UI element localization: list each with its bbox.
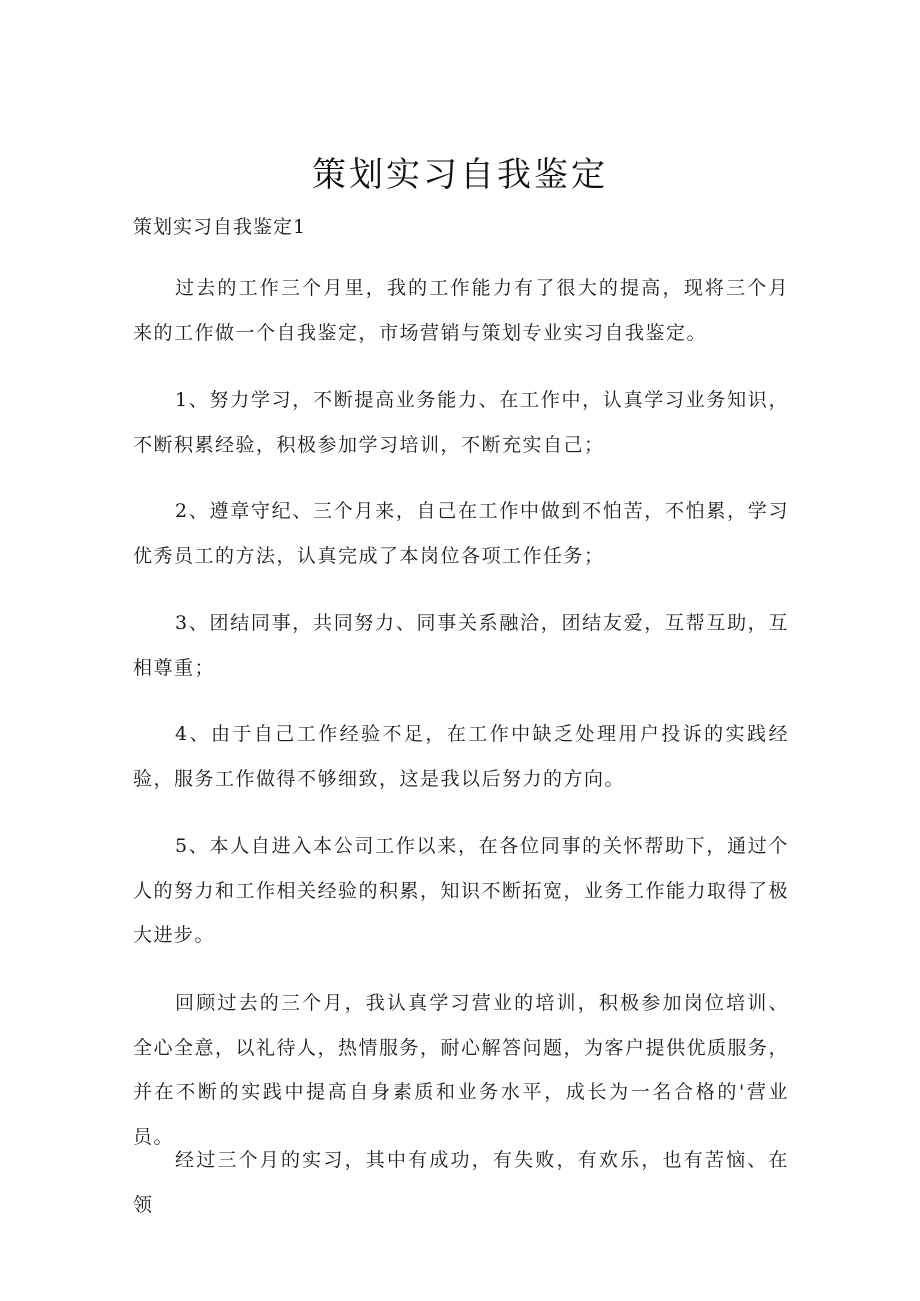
paragraph-review: 回顾过去的三个月，我认真学习营业的培训，积极参加岗位培训、全心全意，以礼待人，热情服务，耐心解答问题，为客户提供优质服务，并在不断的实践中提高自身素质和业务水平，成长为一名合格的'营业员。	[133, 992, 790, 1148]
document-title: 策划实习自我鉴定	[312, 155, 608, 195]
paragraph-item-2: 2、遵章守纪、三个月来，自己在工作中做到不怕苦，不怕累，学习优秀员工的方法，认真完成了本岗位各项工作任务；	[133, 500, 789, 567]
paragraph-closing: 经过三个月的实习，其中有成功，有失败，有欢乐，也有苦恼、在领	[133, 1149, 789, 1216]
paragraph-item-1: 1、努力学习，不断提高业务能力、在工作中，认真学习业务知识，不断积累经验，积极参加学习培训，不断充实自己；	[133, 389, 789, 456]
section-heading: 策划实习自我鉴定1	[133, 216, 307, 238]
paragraph-item-3: 3、团结同事，共同努力、同事关系融洽，团结友爱，互帮互助，互相尊重；	[133, 612, 789, 679]
paragraph-item-4: 4、由于自己工作经验不足，在工作中缺乏处理用户投诉的实践经验，服务工作做得不够细致，这是我以后努力的方向。	[133, 723, 789, 790]
paragraph-item-5: 5、本人自进入本公司工作以来，在各位同事的关怀帮助下，通过个人的努力和工作相关经验的积累，知识不断拓宽，业务工作能力取得了极大进步。	[133, 835, 790, 946]
paragraph-intro: 过去的工作三个月里，我的工作能力有了很大的提高，现将三个月来的工作做一个自我鉴定，市场营销与策划专业实习自我鉴定。	[133, 277, 789, 344]
